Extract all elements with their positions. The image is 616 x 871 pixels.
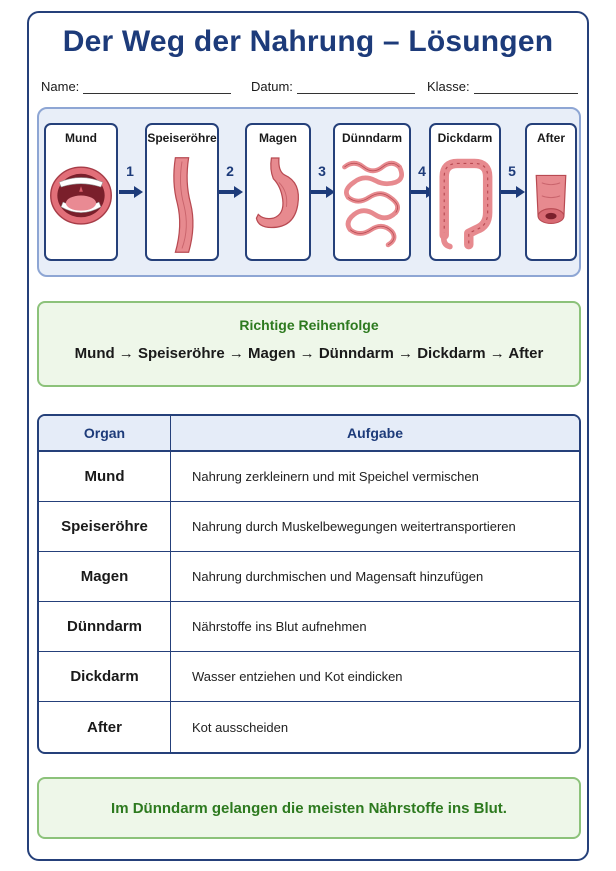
class-field[interactable] — [427, 79, 578, 94]
organ-card-mund — [44, 123, 118, 261]
page-title: Der Weg der Nahrung – Lösungen — [62, 25, 554, 58]
organ-label: After — [536, 131, 565, 145]
esophagus-icon — [147, 151, 217, 259]
anus-icon — [527, 151, 575, 259]
organ-card-after — [525, 123, 577, 261]
small-intestine-icon — [335, 151, 409, 259]
digestion-process-panel — [37, 107, 581, 277]
table-header — [39, 416, 579, 452]
task-cell: Nahrung durchmischen und Magensaft hinzufügen — [192, 569, 484, 584]
order-heading: Richtige Reihenfolge — [239, 317, 379, 333]
task-cell: Nahrung zerkleinern und mit Speichel vermischen — [192, 469, 479, 484]
organ-label: Speiseröhre — [147, 131, 217, 145]
class-label: Klasse: — [427, 79, 470, 94]
step-number: 5 — [508, 163, 516, 179]
organ-card-duenndarm — [333, 123, 411, 261]
table-row — [39, 602, 579, 652]
organ-label: Mund — [65, 131, 97, 145]
organ-label: Dünndarm — [342, 131, 402, 145]
arrow-right-icon — [501, 185, 525, 199]
table-row — [39, 552, 579, 602]
task-cell: Nährstoffe ins Blut aufnehmen — [192, 619, 367, 634]
date-field[interactable] — [251, 79, 415, 94]
arrow-right-icon — [219, 185, 243, 199]
organ-cell: Mund — [39, 452, 171, 501]
organ-cell: Dickdarm — [39, 652, 171, 701]
table-row — [39, 502, 579, 552]
name-label: Name: — [41, 79, 80, 94]
step-number: 4 — [418, 163, 426, 179]
stomach-icon — [247, 151, 309, 259]
organ-cell: Dünndarm — [39, 602, 171, 651]
organ-task-table — [37, 414, 581, 754]
step-number: 1 — [126, 163, 134, 179]
name-field[interactable] — [41, 79, 231, 94]
worksheet — [27, 11, 589, 861]
task-cell: Nahrung durch Muskelbewegungen weitertransportieren — [192, 519, 516, 534]
organ-cell: Magen — [39, 552, 171, 601]
correct-order-box — [37, 301, 581, 387]
date-label: Datum: — [251, 79, 293, 94]
student-info-row — [41, 79, 581, 99]
table-row — [39, 452, 579, 502]
column-header-task: Aufgabe — [347, 425, 403, 441]
arrow-right-icon — [119, 185, 143, 199]
key-fact-text: Im Dünndarm gelangen die meisten Nährstoffe ins Blut. — [111, 799, 507, 817]
column-header-organ: Organ — [39, 416, 171, 450]
organ-card-speiseroehre — [145, 123, 219, 261]
organ-card-dickdarm — [429, 123, 501, 261]
task-cell: Wasser entziehen und Kot eindicken — [192, 669, 403, 684]
organ-cell: After — [39, 702, 171, 752]
date-line[interactable] — [297, 80, 415, 94]
large-intestine-icon — [431, 151, 499, 259]
organ-label: Magen — [258, 131, 297, 145]
organ-label: Dickdarm — [437, 131, 493, 145]
step-number: 3 — [318, 163, 326, 179]
key-fact-box — [37, 777, 581, 839]
task-cell: Kot ausscheiden — [192, 719, 289, 735]
class-line[interactable] — [474, 80, 578, 94]
organ-card-magen — [245, 123, 311, 261]
organ-cell: Speiseröhre — [39, 502, 171, 551]
step-number: 2 — [226, 163, 234, 179]
mouth-icon — [46, 151, 116, 259]
table-row — [39, 702, 579, 752]
name-line[interactable] — [83, 80, 231, 94]
order-sequence: Mund → Speiseröhre → Magen → Dünndarm → Dickdarm → After — [74, 345, 544, 362]
table-row — [39, 652, 579, 702]
arrow-right-icon — [311, 185, 335, 199]
